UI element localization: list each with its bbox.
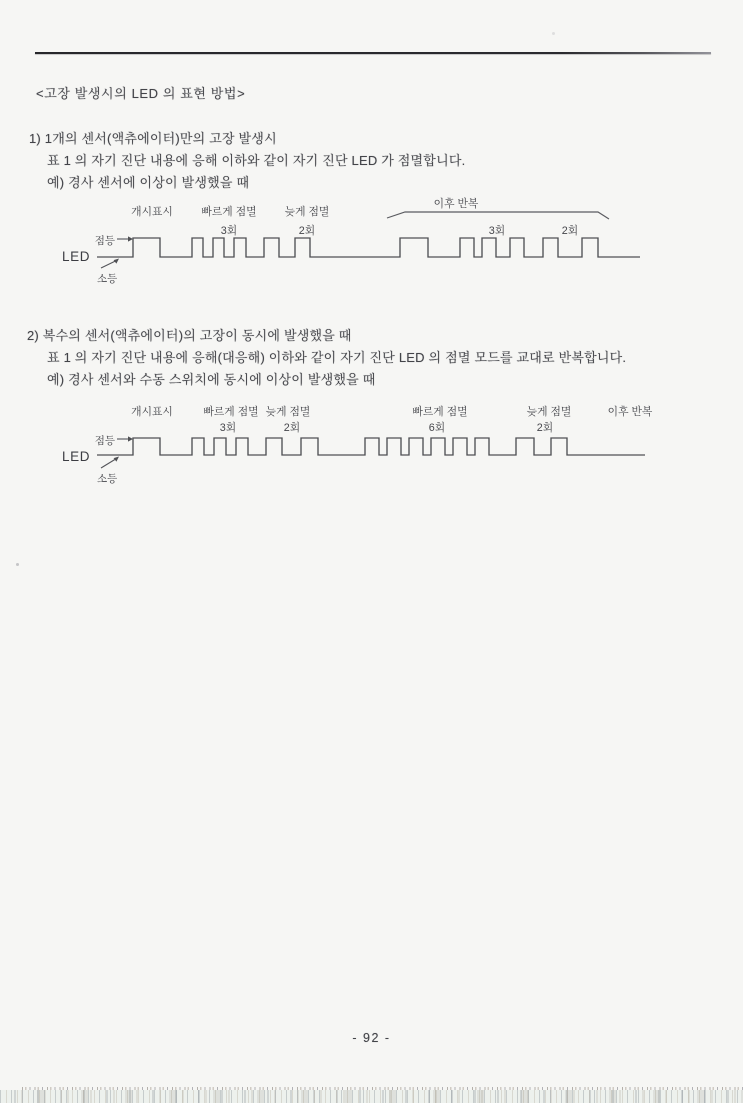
annotation-label: 빠르게 점멸 [201, 206, 257, 218]
led-off-label: 소등 [97, 273, 118, 285]
annotation-label: 개시표시 [131, 406, 173, 418]
annotation-label: 2회 [536, 422, 554, 434]
annotation-label: 빠르게 점멸 [412, 406, 468, 418]
off-arrow [101, 459, 117, 469]
waveform-path [97, 238, 640, 257]
section-2-example-line: 예) 경사 센서와 수동 스위치에 동시에 이상이 발생했을 때 [47, 372, 376, 387]
annotation-label: 이후 반복 [433, 198, 479, 210]
annotation-label: 3회 [488, 225, 506, 237]
scan-edge-artifact [0, 1085, 743, 1103]
annotation-label: 이후 반복 [607, 406, 653, 418]
led-label: LED [62, 249, 91, 264]
repeat-brace [387, 212, 609, 219]
led-on-label: 점등 [94, 235, 115, 247]
off-arrow-head [114, 259, 119, 264]
on-arrow-head [128, 436, 133, 441]
section-1-body-line: 표 1 의 자기 진단 내용에 응해 이하와 같이 자기 진단 LED 가 점멸합니다. [47, 153, 466, 168]
off-arrow-head [114, 457, 119, 462]
led-timing-diagram-single-fault [0, 190, 743, 295]
page-title: <고장 발생시의 LED 의 표현 방법> [36, 86, 246, 101]
top-divider-rule [35, 52, 711, 54]
section-2-heading: 2) 복수의 센서(액츄에이터)의 고장이 동시에 발생했을 때 [27, 328, 352, 343]
off-arrow [101, 261, 117, 269]
scan-speck [16, 563, 19, 566]
annotation-label: 늦게 점멸 [526, 406, 572, 418]
waveform-path [97, 438, 645, 455]
led-off-label: 소등 [97, 473, 118, 485]
page-number: - 92 - [352, 1031, 391, 1045]
annotation-label: 3회 [219, 422, 237, 434]
section-1-heading: 1) 1개의 센서(액츄에이터)만의 고장 발생시 [29, 131, 277, 146]
annotation-label: 늦게 점멸 [284, 206, 330, 218]
led-waveform-svg [0, 395, 743, 500]
annotation-label: 개시표시 [131, 206, 173, 218]
annotation-label: 늦게 점멸 [265, 406, 311, 418]
led-waveform-svg [0, 190, 743, 295]
annotation-label: 3회 [220, 225, 238, 237]
led-label: LED [62, 449, 91, 464]
annotation-label: 2회 [283, 422, 301, 434]
section-1-example-line: 예) 경사 센서에 이상이 발생했을 때 [47, 175, 250, 190]
on-arrow-head [128, 236, 133, 241]
annotation-label: 빠르게 점멸 [203, 406, 259, 418]
scan-edge-binding-texture [0, 1090, 743, 1103]
annotation-label: 2회 [298, 225, 316, 237]
annotation-label: 2회 [561, 225, 579, 237]
scan-speck [552, 32, 555, 35]
section-2-body-line: 표 1 의 자기 진단 내용에 응해(대응해) 이하와 같이 자기 진단 LED 의 점멸 모드를 교대로 반복합니다. [47, 350, 627, 365]
annotation-label: 6회 [428, 422, 446, 434]
led-on-label: 점등 [94, 435, 115, 447]
led-timing-diagram-multiple-fault [0, 395, 743, 500]
